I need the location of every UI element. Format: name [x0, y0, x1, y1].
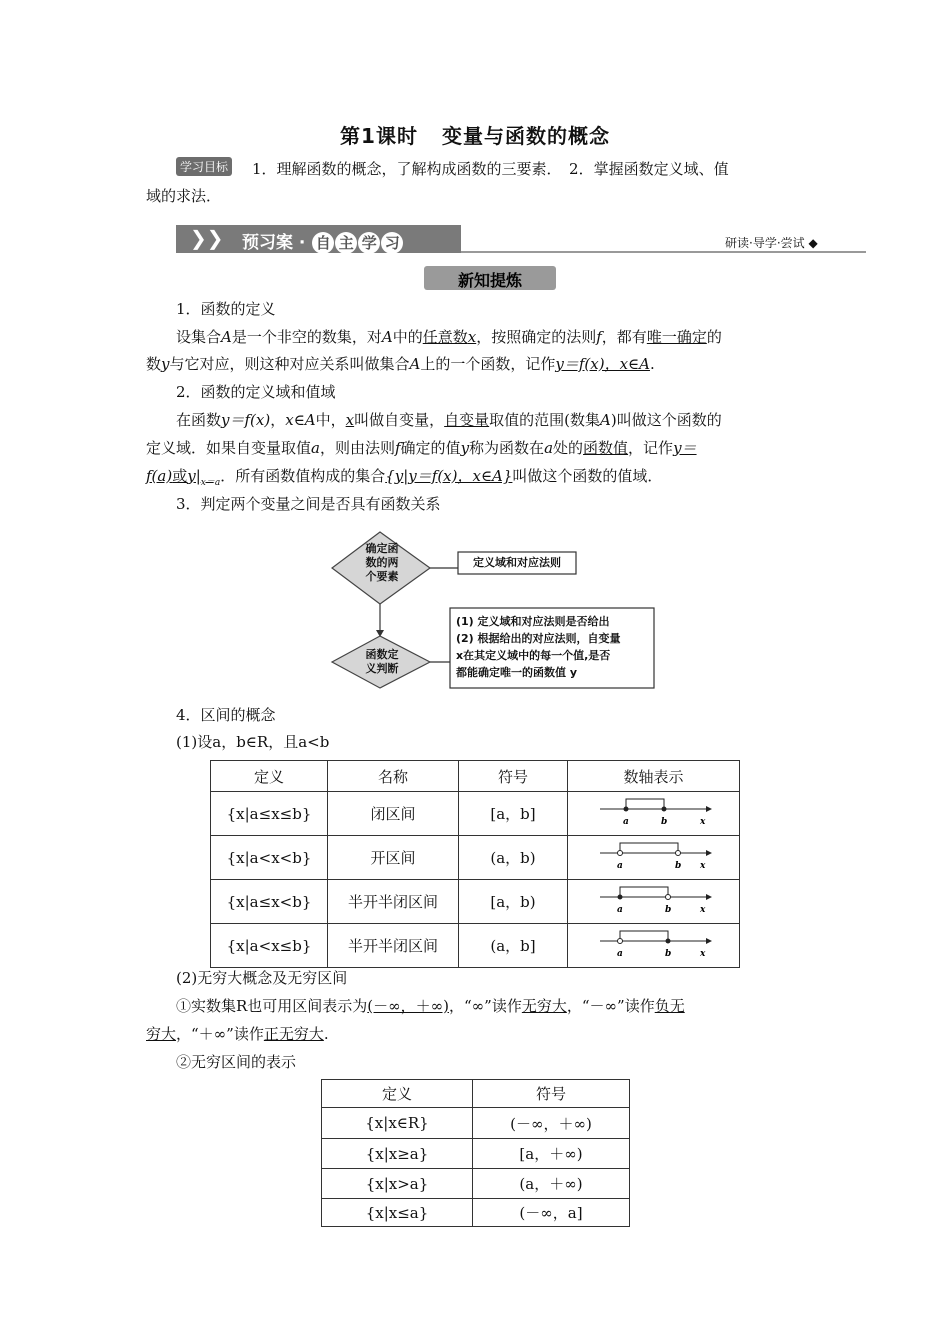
cell-axis [568, 924, 740, 968]
diamond-icon: ◆ [808, 236, 818, 250]
interval-table [210, 760, 740, 968]
cell-sym: (a，＋∞) [473, 1169, 630, 1199]
cell-sym: (－∞，a] [473, 1199, 630, 1227]
banner-rule [461, 251, 866, 253]
cell-def: {x|x∈R} [322, 1108, 473, 1139]
banner-char: 习 [381, 232, 403, 254]
cell-axis [568, 880, 740, 924]
cell-name: 半开半闭区间 [328, 880, 459, 924]
table-row [211, 792, 740, 836]
svg-text:x: x [699, 816, 705, 827]
title-topic: 变量与函数的概念 [441, 124, 610, 148]
col-header: 符号 [473, 1080, 630, 1108]
page-title [0, 120, 950, 149]
cell-def: {x|x≤a} [322, 1199, 473, 1227]
cell-axis [568, 792, 740, 836]
s1-heading: 1．函数的定义 [176, 300, 276, 318]
s1-line-2: 数y与它对应，则这种对应关系叫做集合A上的一个函数，记作y＝f(x)，x∈A. [146, 355, 655, 373]
table-row [322, 1169, 630, 1199]
banner-left: 预习案 [242, 233, 293, 253]
cell-sym: (－∞，＋∞) [473, 1108, 630, 1139]
banner-right-text [725, 234, 818, 251]
cell-name: 开区间 [328, 836, 459, 880]
goal-line-1: 1．理解函数的概念，了解构成函数的三要素． 2．掌握函数定义域、值 [252, 160, 729, 178]
table-row [211, 880, 740, 924]
number-line-open [594, 839, 714, 873]
col-header: 符号 [459, 761, 568, 792]
cell-def: {x|x>a} [322, 1169, 473, 1199]
cell-def: {x|a≤x≤b} [211, 792, 328, 836]
table-row [211, 836, 740, 880]
number-line-half-open-left [594, 927, 714, 961]
cell-sym: [a，b] [459, 792, 568, 836]
s2-line-2: 定义域．如果自变量取值a，则由法则f确定的值y称为函数在a处的函数值，记作y＝ [146, 439, 697, 457]
chevron-right-icon: ❯❯ [190, 226, 224, 250]
svg-text:b: b [664, 904, 671, 915]
table-row [322, 1108, 630, 1139]
s1-line-1: 设集合A是一个非空的数集，对A中的任意数x，按照确定的法则f，都有唯一确定的 [176, 328, 722, 346]
s4-sub2: (2)无穷大概念及无穷区间 [176, 969, 348, 987]
svg-text:x: x [699, 860, 705, 871]
s4-para-3: ②无穷区间的表示 [176, 1053, 297, 1071]
s4-sub1: (1)设a，b∈R，且a<b [176, 733, 330, 751]
cell-def: {x|a<x<b} [211, 836, 328, 880]
goal-badge: 学习目标 [176, 157, 232, 176]
svg-text:x: x [699, 948, 705, 959]
svg-text:b: b [664, 948, 671, 959]
cell-sym: [a，b) [459, 880, 568, 924]
s2-line-3: f(a)或$y|_{x=a}$．所有函数值构成的集合{y|y＝f(x)，x∈A}叫做这个函数的值域． [146, 467, 663, 488]
svg-text:b: b [660, 816, 667, 827]
sub-banner: 新知提炼 [457, 271, 522, 290]
cell-name: 闭区间 [328, 792, 459, 836]
s4-para-2: 穷大，“＋∞”读作正无穷大. [146, 1025, 329, 1043]
s3-heading: 3．判定两个变量之间是否具有函数关系 [176, 495, 441, 513]
flow-box-2-text: (1) 定义域和对应法则是否给出 (2) 根据给出的对应法则，自变量 x在其定义域中的每一个值,是否 都能确定唯一的函数值 y [456, 615, 621, 679]
svg-text:b: b [674, 860, 681, 871]
banner-right-label: 研读·导学·尝试 [725, 236, 805, 250]
banner-dot: · [298, 233, 306, 253]
svg-text:a: a [616, 860, 623, 871]
banner-char: 主 [335, 232, 357, 254]
cell-axis [568, 836, 740, 880]
cell-sym: (a，b) [459, 836, 568, 880]
infinite-interval-table [321, 1079, 630, 1227]
cell-sym: (a，b] [459, 924, 568, 968]
title-lesson: 第1课时 [340, 124, 418, 148]
flow-box-1-text: 定义域和对应法则 [473, 556, 561, 569]
svg-text:a: a [616, 948, 623, 959]
table-row [211, 924, 740, 968]
banner-char: 自 [312, 232, 334, 254]
banner-title [242, 228, 403, 254]
flow-diamond-1-text: 确定函 数的两 个要素 [365, 542, 399, 583]
cell-def: {x|x≥a} [322, 1139, 473, 1169]
s2-line-1: 在函数y＝f(x)，x∈A中，x叫做自变量，自变量取值的范围(数集A)叫做这个函数的 [176, 411, 722, 429]
cell-def: {x|a≤x<b} [211, 880, 328, 924]
cell-name: 半开半闭区间 [328, 924, 459, 968]
flow-diamond-2-text: 函数定 义判断 [365, 648, 399, 675]
goal-line-2: 域的求法． [146, 187, 222, 205]
col-header: 数轴表示 [568, 761, 740, 792]
col-header: 定义 [322, 1080, 473, 1108]
s2-heading: 2．函数的定义域和值域 [176, 383, 336, 401]
svg-text:a: a [616, 904, 623, 915]
table-row [322, 1199, 630, 1227]
col-header: 名称 [328, 761, 459, 792]
banner-char: 学 [358, 232, 380, 254]
table-row [322, 1139, 630, 1169]
cell-def: {x|a<x≤b} [211, 924, 328, 968]
cell-sym: [a，＋∞) [473, 1139, 630, 1169]
number-line-half-open-right [594, 883, 714, 917]
col-header: 定义 [211, 761, 328, 792]
svg-text:x: x [699, 904, 705, 915]
number-line-closed [594, 795, 714, 829]
s4-heading: 4．区间的概念 [176, 706, 276, 724]
svg-text:a: a [622, 816, 629, 827]
s4-para-1: ①实数集R也可用区间表示为(－∞，＋∞)，“∞”读作无穷大，“－∞”读作负无 [176, 997, 685, 1015]
